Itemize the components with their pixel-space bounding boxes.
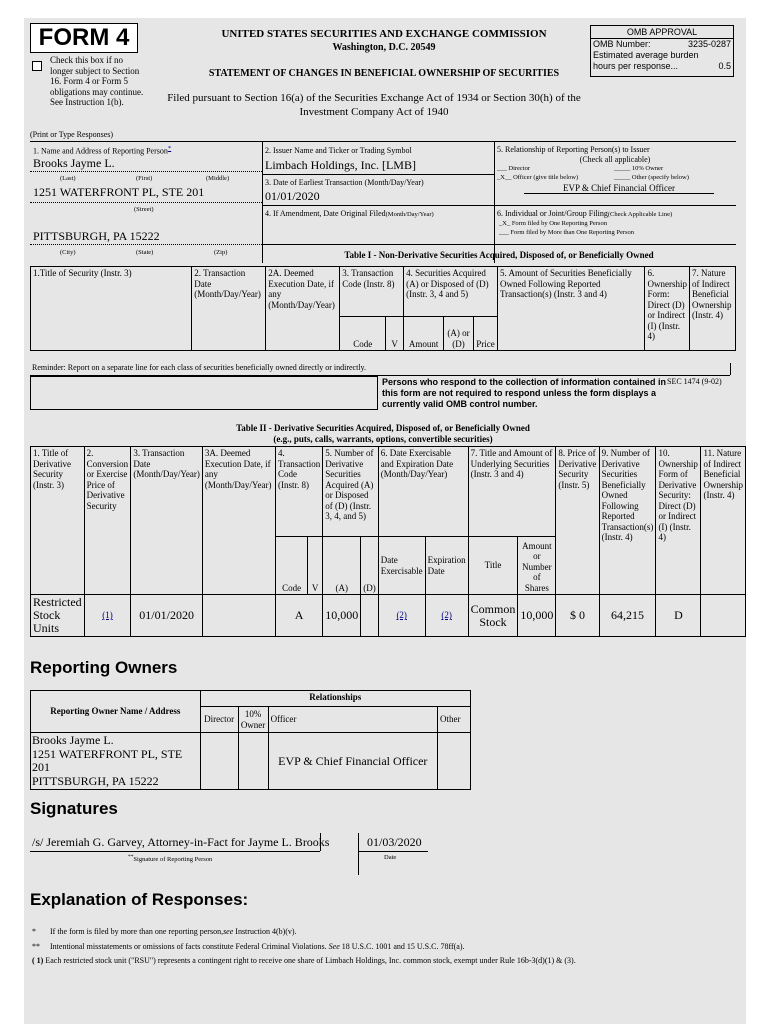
owner-other [438, 733, 471, 790]
earliest-date: 01/01/2020 [265, 189, 320, 203]
relationship-director: ___ Director [497, 165, 531, 172]
t1-col-deemed: 2A. Deemed Execution Date, if any (Month/Day/Year) [266, 267, 340, 351]
owners-other-header: Other [438, 707, 471, 733]
signature-date: 01/03/2020 [367, 835, 422, 849]
t1-sub-v: V [386, 317, 404, 351]
t2-sub-title: Title [468, 537, 518, 595]
t2-col-deemed: 3A. Deemed Execution Date, if any (Month/Day/Year) [202, 447, 275, 595]
omb-burden-line2: hours per response... [593, 61, 679, 71]
filing-label: 6. Individual or Joint/Group Filing(Check Applicable Line) [497, 209, 673, 218]
owners-director-header: Director [200, 707, 238, 733]
reporting-owners-heading: Reporting Owners [30, 658, 178, 677]
signature-date-label: Date [384, 854, 397, 861]
table1-title: Table I - Non-Derivative Securities Acquired, Disposed of, or Beneficially Owned [344, 250, 654, 260]
reporting-person-name: Brooks Jayme L. [33, 156, 115, 170]
filed-pursuant-line1: Filed pursuant to Section 16(a) of the Securities Exchange Act of 1934 or Section 30(h) of the [167, 92, 581, 104]
t1-sub-aord: (A) or (D) [444, 317, 474, 351]
t2-conversion-footnote[interactable]: (1) [84, 595, 131, 637]
statement-title: STATEMENT OF CHANGES IN BENEFICIAL OWNERSHIP OF SECURITIES [208, 68, 560, 79]
owner-name-address [31, 733, 201, 790]
earliest-date-label: 3. Date of Earliest Transaction (Month/Day/Year) [265, 178, 424, 187]
relationship-label: 5. Relationship of Reporting Person(s) to Issuer [497, 145, 650, 154]
t2-date-ex-footnote[interactable]: (2) [378, 595, 425, 637]
t2-a: 10,000 [323, 595, 361, 637]
t2-nature [701, 595, 746, 637]
t2-amount: 10,000 [518, 595, 556, 637]
first-label: (First) [136, 175, 153, 182]
t2-sub-v: V [308, 537, 323, 595]
t2-col-date: 3. Transaction Date (Month/Day/Year) [131, 447, 203, 595]
relationship-other: _____ Other (specify below) [614, 174, 689, 181]
omb-approval-box [590, 25, 734, 77]
relationship-sub: (Check all applicable) [579, 155, 651, 164]
t2-security: Restricted Stock Units [31, 595, 85, 637]
note-three: ( 1) Each restricted stock unit ("RSU") represents a contingent right to receive one share of Limbach Holdings, Inc. common stock, exempt under Rule 16b-3(d)(1) & (3). [32, 956, 576, 965]
t2-col-form: 10. Ownership Form of Derivative Security: Direct (D) or Indirect (I) (Instr. 4) [656, 447, 701, 595]
owner-10pct [238, 733, 268, 790]
t2-sub-a: (A) [323, 537, 361, 595]
reporting-person-note-link[interactable]: * [167, 145, 172, 152]
omb-hours: 0.5 [718, 61, 731, 71]
t1-col-ownership-form: 6. Ownership Form: Direct (D) or Indirect (I) (Instr. 4) [645, 267, 690, 351]
t2-col-nature: 11. Nature of Indirect Beneficial Ownership (Instr. 4) [701, 447, 746, 595]
owner-officer: EVP & Chief Financial Officer [268, 733, 437, 790]
relationship-10pct-owner: _____ 10% Owner [614, 165, 664, 172]
omb-number-label: OMB Number: [593, 39, 651, 49]
t2-code: A [276, 595, 323, 637]
filed-pursuant-line2: Investment Company Act of 1940 [299, 106, 449, 118]
t2-sub-code: Code [276, 537, 308, 595]
reporting-person-city: PITTSBURGH, PA 15222 [33, 229, 160, 243]
owner-address-line1: 1251 WATERFRONT PL, STE 201 [32, 746, 183, 774]
omb-title: OMB APPROVAL [591, 26, 733, 39]
issuer-name: Limbach Holdings, Inc. [LMB] [265, 158, 416, 172]
signature-stars: ** [128, 854, 134, 860]
form-title: FORM 4 [30, 23, 138, 53]
amendment-label: 4. If Amendment, Date Original Filed(Month/Day/Year) [265, 209, 434, 218]
filing-more-persons: ___ Form filed by More than One Reporting Person [499, 229, 635, 236]
issuer-label: 2. Issuer Name and Ticker or Trading Symbol [265, 146, 412, 155]
t2-deemed [202, 595, 275, 637]
zip-label: (Zip) [214, 249, 228, 256]
state-label: (State) [136, 249, 154, 256]
officer-title: EVP & Chief Financial Officer [524, 183, 714, 194]
signatures-heading: Signatures [30, 799, 118, 818]
reporting-person-street: 1251 WATERFRONT PL, STE 201 [33, 185, 205, 199]
t2-sub-d: (D) [361, 537, 379, 595]
t1-col-securities: 4. Securities Acquired (A) or Disposed of (D) (Instr. 3, 4 and 5) [404, 267, 498, 317]
amendment-sub: (Month/Day/Year) [385, 211, 434, 218]
t2-col-number: 5. Number of Derivative Securities Acquired (A) or Disposed of (D) (Instr. 3, 4, and 5) [323, 447, 379, 537]
t2-price: $ 0 [556, 595, 599, 637]
owners-name-header: Reporting Owner Name / Address [31, 691, 201, 733]
table2-title: Table II - Derivative Securities Acquired, Disposed of, or Beneficially Owned [236, 423, 530, 433]
t1-col-code: 3. Transaction Code (Instr. 8) [340, 267, 404, 317]
t2-col-price: 8. Price of Derivative Security (Instr. 5) [556, 447, 599, 595]
note-one: * If the form is filed by more than one reporting person,see Instruction 4(b)(v). [32, 927, 297, 936]
t2-sub-expiration: Expiration Date [425, 537, 468, 595]
street-label: (Street) [134, 206, 154, 213]
explanation-heading: Explanation of Responses: [30, 890, 249, 909]
t2-owned: 64,215 [599, 595, 656, 637]
t2-exp-footnote[interactable]: (2) [425, 595, 468, 637]
t2-col-underlying: 7. Title and Amount of Underlying Securities (Instr. 3 and 4) [468, 447, 556, 537]
t2-col-exercisable: 6. Date Exercisable and Expiration Date (Month/Day/Year) [378, 447, 468, 537]
t1-col-title: 1.Title of Security (Instr. 3) [31, 267, 192, 351]
persons-notice: Persons who respond to the collection of information contained in this form are not required to respond unless the form displays a currently valid OMB control number. [382, 377, 667, 409]
t2-date: 01/01/2020 [131, 595, 203, 637]
t2-col-title: 1. Title of Derivative Security (Instr. 3) [31, 447, 85, 595]
print-note: (Print or Type Responses) [30, 130, 114, 139]
table-derivative [30, 446, 746, 637]
t1-col-date: 2. Transaction Date (Month/Day/Year) [192, 267, 266, 351]
note-two: ** Intentional misstatements or omissions of facts constitute Federal Criminal Violations. See 18 U.S.C. 1001 and 15 U.S.C. 78ff(a). [32, 942, 465, 951]
agency-location: Washington, D.C. 20549 [332, 42, 436, 53]
note-one-see: see [223, 927, 234, 936]
table-reporting-owners [30, 690, 471, 790]
t1-sub-price: Price [474, 317, 498, 351]
t1-col-amount-owned: 5. Amount of Securities Beneficially Owned Following Reported Transaction(s) (Instr. 3 and 4) [497, 267, 644, 351]
owners-10pct-header: 10% Owner [238, 707, 268, 733]
t1-sub-amount: Amount [404, 317, 444, 351]
middle-label: (Middle) [206, 175, 230, 182]
note-two-see: See [328, 942, 340, 951]
filing-sub: (Check Applicable Line) [607, 211, 673, 218]
omb-burden-line1: Estimated average burden [593, 50, 699, 60]
t2-col-owned: 9. Number of Derivative Securities Beneficially Owned Following Reported Transaction(s) (Instr. 4) [599, 447, 656, 595]
omb-number: 3235-0287 [687, 39, 731, 49]
no-longer-subject-checkbox[interactable] [32, 57, 42, 75]
form-page [24, 18, 746, 1024]
t2-sub-date-exercisable: Date Exercisable [378, 537, 425, 595]
owner-director [200, 733, 238, 790]
table-non-derivative [30, 266, 736, 351]
t2-form: D [656, 595, 701, 637]
note-three-mark: ( 1) [32, 956, 44, 965]
t2-title: Common Stock [468, 595, 518, 637]
last-label: (Last) [60, 175, 76, 182]
signature-label: **Signature of Reporting Person [128, 854, 213, 864]
table-row [31, 595, 746, 637]
reminder-blank-box [30, 376, 378, 410]
t2-col-code: 4. Transaction Code (Instr. 8) [276, 447, 323, 537]
signature-text: /s/ Jeremiah G. Garvey, Attorney-in-Fact for Jayme L. Brooks [32, 835, 330, 849]
t1-sub-code: Code [340, 317, 386, 351]
note-one-mark: * [32, 927, 36, 936]
agency-name: UNITED STATES SECURITIES AND EXCHANGE COMMISSION [221, 28, 547, 40]
city-label: (City) [60, 249, 76, 256]
owners-officer-header: Officer [268, 707, 437, 733]
reporting-person-label: 1. Name and Address of Reporting Person* [33, 145, 172, 156]
owner-address-line2: PITTSBURGH, PA 15222 [32, 773, 159, 788]
t2-sub-amount: Amount or Number of Shares [518, 537, 556, 595]
t2-d [361, 595, 379, 637]
reminder: Reminder: Report on a separate line for each class of securities beneficially owned directly or indirectly. [32, 363, 367, 372]
table-row [31, 733, 471, 790]
relationship-officer: _X__ Officer (give title below) [497, 174, 579, 181]
note-two-mark: ** [32, 942, 40, 951]
owner-name: Brooks Jayme L. [32, 733, 114, 747]
t1-col-nature: 7. Nature of Indirect Beneficial Ownership (Instr. 4) [689, 267, 735, 351]
table2-subtitle: (e.g., puts, calls, warrants, options, convertible securities) [273, 434, 493, 444]
checkbox-note: Check this box if no longer subject to Section 16. Form 4 or Form 5 obligations may continue. See Instruction 1(b). [50, 55, 144, 107]
t2-col-conversion: 2. Conversion or Exercise Price of Derivative Security [84, 447, 131, 595]
owners-relationships-header: Relationships [200, 691, 470, 707]
filing-one-person: _X_ Form filed by One Reporting Person [499, 220, 607, 227]
sec-code: SEC 1474 (9-02) [667, 377, 722, 386]
